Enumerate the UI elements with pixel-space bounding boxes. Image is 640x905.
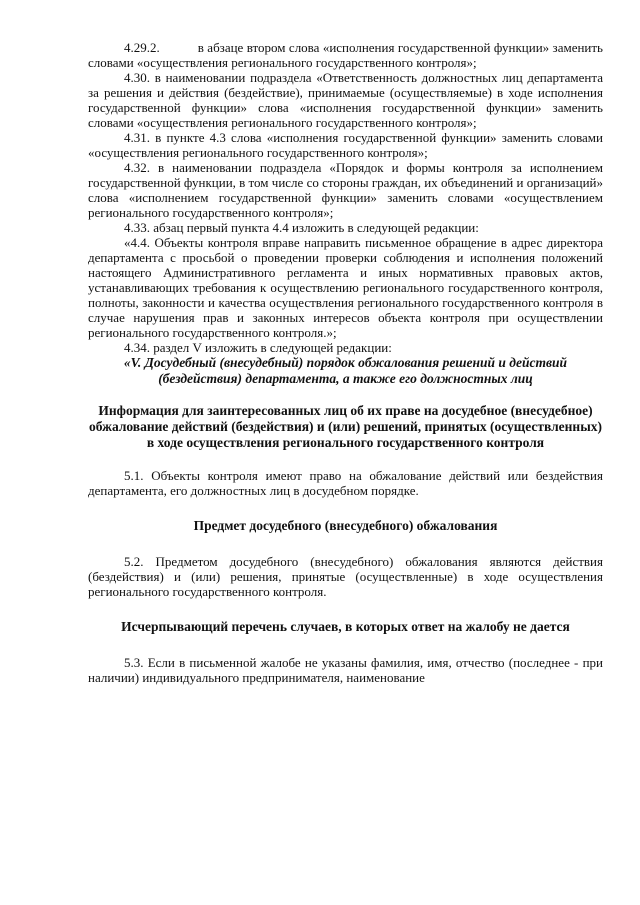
paragraph-4-29-2 [88, 40, 603, 70]
paragraph-text: в абзаце втором слова «исполнения государственной функции» заменить словами «осуществления регионального государственного контроля»; [88, 40, 603, 70]
heading-subject: Предмет досудебного (внесудебного) обжалования [193, 518, 498, 533]
paragraph-4-34: 4.34. раздел V изложить в следующей редакции: [124, 340, 392, 355]
paragraph-5-3: 5.3. Если в письменной жалобе не указаны фамилия, имя, отчество (последнее - при наличии) индивидуального предпринимателя, наименование [88, 655, 603, 685]
paragraph-5-2: 5.2. Предметом досудебного (внесудебного) обжалования являются действия (бездействия) и (или) решения, принятые (осуществленные) в ходе осуществления регионального государственного контроля. [88, 554, 603, 599]
document-body [88, 40, 603, 685]
paragraph-4-33: 4.33. абзац первый пункта 4.4 изложить в следующей редакции: [124, 220, 479, 235]
paragraph-number: 4.29.2. [124, 40, 160, 55]
heading-information: Информация для заинтересованных лиц об их праве на досудебное (внесудебное) обжалование действий (бездействия) и (или) решений, принятых (осуществленных) в ходе осуществления регионального государственного контроля [89, 403, 602, 450]
paragraph-4-32: 4.32. в наименовании подраздела «Порядок и формы контроля за исполнением государственной функции, в том числе со стороны граждан, их объединений и организаций» слова «исполнением государственной функции» заменить словами «осуществлением регионального государственного контроля»; [88, 160, 603, 220]
paragraph-5-1: 5.1. Объекты контроля имеют право на обжалование действий или бездействия департамента, его должностных лиц в досудебном порядке. [88, 468, 603, 498]
paragraph-4-30: 4.30. в наименовании подраздела «Ответственность должностных лиц департамента за решения и действия (бездействие), принимаемые (осуществляемые) в ходе исполнения государственной функции» слова «исполнения государственной функции» заменить словами «осуществления регионального государственного контроля»; [88, 70, 603, 130]
heading-exhaustive-list: Исчерпывающий перечень случаев, в которых ответ на жалобу не дается [121, 619, 570, 634]
section-title: «V. Досудебный (внесудебный) порядок обжалования решений и действий (бездействия) департамента, а также его должностных лиц [123, 355, 568, 386]
quoted-paragraph-4-4: «4.4. Объекты контроля вправе направить письменное обращение в адрес директора департамента с просьбой о проведении проверки соблюдения и исполнения положений настоящего Административного регламента и иных нормативных правовых актов, устанавливающих требования к осуществлению регионального государственного контроля, полноты, законности и качества осуществления регионального государственного контроля в случае нарушения прав и законных интересов объекта контроля при осуществлении регионального государственного контроля.»; [88, 235, 603, 340]
paragraph-4-31: 4.31. в пункте 4.3 слова «исполнения государственной функции» заменить словами «осуществления регионального государственного контроля»; [88, 130, 603, 160]
